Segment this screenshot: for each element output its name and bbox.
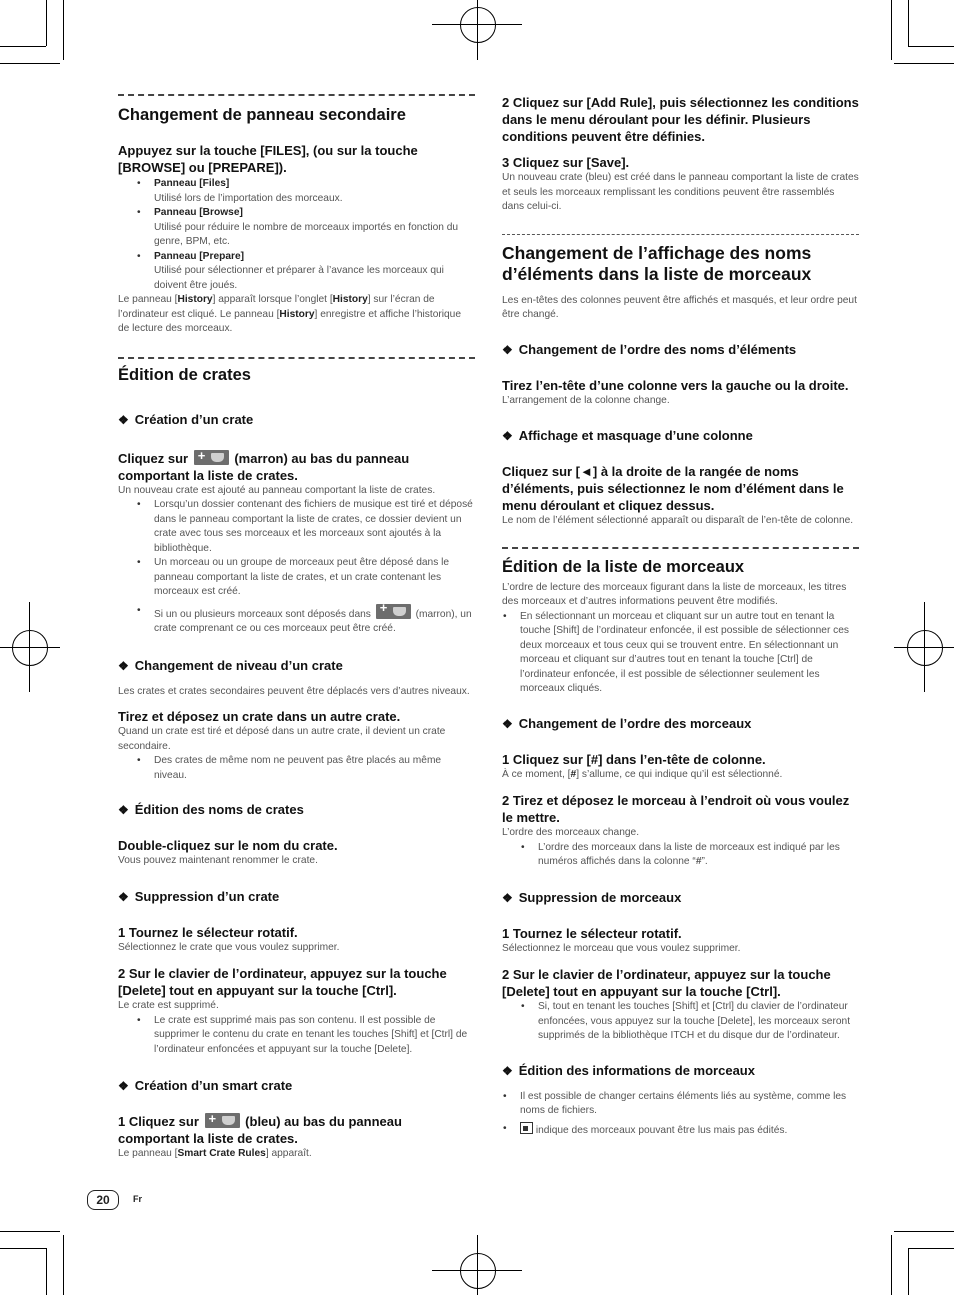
bullet-list	[502, 1000, 859, 1044]
subsection-title: ❖ Suppression d’un crate	[118, 888, 280, 904]
crop-mark	[908, 0, 909, 46]
history-note: Le panneau [History] apparaît lorsque l’onglet [History] sur l’écran de l’ordinateur est cliqué. Le panneau [History] enregistre et affiche l’historique de lecture des morceaux.	[118, 294, 462, 334]
body-text: Vous pouvez maintenant renommer le crate.	[118, 855, 318, 866]
body-text: Un nouveau crate est ajouté au panneau comportant la liste de crates.	[118, 484, 436, 496]
section-divider	[118, 357, 475, 359]
body-text: Le crate est supprimé.	[118, 1000, 219, 1011]
crop-mark	[894, 63, 954, 64]
list-item: • Un morceau ou un groupe de morceaux peut être déposé dans le panneau comportant la liste de crates, et un crate contenant les morceaux est créé.	[154, 556, 475, 600]
registration-mark	[12, 630, 48, 666]
lock-icon	[520, 1122, 533, 1134]
subsection-title: ❖ Affichage et masquage d’une colonne	[502, 428, 753, 443]
crop-mark	[891, 1235, 892, 1295]
crop-mark	[46, 1248, 47, 1295]
instruction: Appuyez sur la touche [FILES], (ou sur la touche [BROWSE] ou [PREPARE]).	[118, 143, 418, 175]
list-item: • Des crates de même nom ne peuvent pas être placés au même niveau.	[154, 754, 475, 783]
body-text: Le panneau [Smart Crate Rules] apparaît.	[118, 1148, 312, 1159]
step: 2 Tirez et déposez le morceau à l’endroit où vous voulez le mettre.	[502, 793, 850, 825]
crop-mark	[908, 1248, 954, 1249]
crop-mark	[908, 46, 954, 47]
list-item	[154, 206, 475, 250]
registration-mark	[460, 1253, 496, 1289]
body-text: L’arrangement de la colonne change.	[502, 394, 670, 406]
add-crate-icon	[376, 604, 411, 619]
item-desc: Utilisé pour sélectionner et préparer à l’avance les morceaux qui doivent être joués.	[154, 265, 444, 291]
subsection-title: ❖ Édition des informations de morceaux	[502, 1062, 755, 1078]
subsection-title: ❖ Création d’un smart crate	[118, 1078, 293, 1093]
step: 1 Cliquez sur + (bleu) au bas du panneau comportant la liste de crates.	[118, 1113, 475, 1147]
section-divider	[118, 94, 475, 96]
panel-list	[118, 177, 475, 293]
list-item: • Lorsqu’un dossier contenant des fichiers de musique est tiré et déposé dans le panneau comportant la liste de crates, ce dossier devient un crate avec tous ses morceaux et les morceaux sont ajoutés à la bibliothèque.	[154, 498, 475, 556]
subsection-title: ❖ Édition des noms de crates	[118, 802, 304, 817]
item-title: Panneau [Browse]	[154, 207, 243, 218]
bullet-list	[118, 498, 475, 637]
bullet-list	[502, 610, 859, 697]
body-text: L’ordre des morceaux change.	[502, 827, 640, 838]
registration-mark	[460, 7, 496, 43]
subsection-title: ❖ Changement de l’ordre des morceaux	[502, 715, 752, 731]
step: 1 Cliquez sur [#] dans l’en-tête de colonne.	[502, 751, 766, 767]
item-desc: Utilisé lors de l’importation des morceaux.	[154, 192, 343, 204]
list-item: • indique des morceaux pouvant être lus mais pas édités.	[520, 1122, 859, 1139]
section-title: Changement de panneau secondaire	[118, 106, 406, 124]
right-column	[502, 94, 859, 1138]
registration-mark	[907, 630, 943, 666]
list-item: • L’ordre des morceaux dans la liste de morceaux est indiqué par les numéros affichés dans la colonne “#”.	[538, 841, 859, 870]
add-crate-icon	[194, 450, 229, 465]
item-title: Panneau [Files]	[154, 178, 230, 189]
list-item: • Si, tout en tenant les touches [Shift] et [Ctrl] du clavier de l’ordinateur enfoncées, vous appuyez sur la touche [Delete], les morceaux seront supprimés de la bibliothèque ITCH et du disque dur de l’ordinateur.	[538, 1000, 859, 1044]
crop-mark	[0, 1231, 60, 1232]
crop-mark	[894, 1231, 954, 1232]
left-column	[118, 94, 475, 1162]
crop-mark	[0, 46, 46, 47]
subsection-title: ❖ Changement de niveau d’un crate	[118, 657, 343, 673]
instruction: Cliquez sur [◄] à la droite de la rangée de noms d’éléments, puis sélectionnez le nom d’élément dans le menu déroulant et cliquez dessus.	[502, 464, 844, 513]
section-divider	[502, 547, 859, 549]
section-title: Édition de crates	[118, 365, 251, 384]
section-divider	[502, 234, 859, 235]
step: 2 Sur le clavier de l’ordinateur, appuyez sur la touche [Delete] tout en appuyant sur la touche [Ctrl].	[118, 966, 447, 998]
crop-mark	[477, 1235, 478, 1295]
bullet-list	[502, 841, 859, 870]
body-text: Sélectionnez le crate que vous voulez supprimer.	[118, 941, 340, 953]
bullet-list	[502, 1090, 859, 1139]
crop-mark	[924, 602, 925, 692]
step: 1 Tournez le sélecteur rotatif.	[118, 924, 298, 940]
crop-mark	[0, 63, 60, 64]
page-number: 20	[87, 1190, 119, 1210]
crop-mark	[0, 647, 60, 648]
crop-mark	[63, 1235, 64, 1295]
instruction: Tirez et déposez un crate dans un autre crate.	[118, 709, 401, 724]
body-text: Quand un crate est tiré et déposé dans un autre crate, il devient un crate secondaire.	[118, 726, 446, 752]
body-text: À ce moment, [#] s’allume, ce qui indique qu’il est sélectionné.	[502, 768, 783, 780]
crop-mark	[63, 0, 64, 60]
instruction: Tirez l’en-tête d’une colonne vers la gauche ou la droite.	[502, 377, 849, 393]
subsection-title: ❖ Suppression de morceaux	[502, 889, 682, 905]
section-title: Édition de la liste de morceaux	[502, 557, 745, 576]
crop-mark	[477, 0, 478, 60]
crop-mark	[46, 0, 47, 46]
bullet-list	[118, 1014, 475, 1058]
body-text: Sélectionnez le morceau que vous voulez supprimer.	[502, 942, 741, 954]
body-text: L’ordre de lecture des morceaux figurant dans la liste de morceaux, les titres des morceaux et d’autres informations peuvent être modifiés.	[502, 581, 847, 607]
crop-mark	[0, 1248, 46, 1249]
body-text: Les crates et crates secondaires peuvent être déplacés vers d’autres niveaux.	[118, 685, 470, 697]
add-smart-crate-icon	[205, 1113, 240, 1128]
body-text: Le nom de l’élément sélectionné apparaît ou disparaît de l’en-tête de colonne.	[502, 515, 854, 526]
step: 2 Sur le clavier de l’ordinateur, appuyez sur la touche [Delete] tout en appuyant sur la touche [Ctrl].	[502, 967, 831, 999]
instruction: Double-cliquez sur le nom du crate.	[118, 838, 338, 853]
item-title: Panneau [Prepare]	[154, 250, 245, 262]
subsection-title: ❖ Création d’un crate	[118, 411, 254, 427]
body-text: Les en-têtes des colonnes peuvent être affichés et masqués, et leur ordre peut être changé.	[502, 294, 857, 320]
section-title: Changement de l’affichage des noms d’éléments dans la liste de morceaux	[502, 242, 812, 284]
instruction: Cliquez sur + (marron) au bas du panneau comportant la liste de crates.	[118, 450, 475, 484]
crop-mark	[908, 1248, 909, 1295]
list-item: • En sélectionnant un morceau et cliquant sur un autre tout en tenant la touche [Shift] de l’ordinateur enfoncée, il est possible de sélectionner ces deux morceaux et tous ceux qui se trouvent entre. En sélectionnant un morceau et cliquant sur d’autres tout en tenant la touche [Ctrl] de l’ordinateur enfoncée, il est possible de sélectionner seulement les morceaux cliqués.	[520, 610, 859, 697]
subsection-title: ❖ Changement de l’ordre des noms d’éléments	[502, 341, 797, 357]
step: 1 Tournez le sélecteur rotatif.	[502, 925, 682, 941]
bullet-list	[118, 754, 475, 783]
step: 3 Cliquez sur [Save].	[502, 155, 630, 170]
list-item: • Le crate est supprimé mais pas son contenu. Il est possible de supprimer le contenu du crate en tenant les touches [Shift] et [Ctrl] de l’ordinateur enfoncées et appuyant sur la touche [Delete].	[154, 1014, 475, 1058]
crop-mark	[891, 0, 892, 60]
list-item: • Il est possible de changer certains éléments liés au système, comme les noms de fichiers.	[520, 1090, 859, 1119]
item-desc: Utilisé pour réduire le nombre de morceaux importés en fonction du genre, BPM, etc.	[154, 221, 459, 247]
crop-mark	[29, 602, 30, 692]
list-item	[154, 177, 475, 206]
step: 2 Cliquez sur [Add Rule], puis sélectionnez les conditions dans le menu déroulant pour les définir. Plusieurs conditions peuvent être définies.	[502, 95, 859, 144]
language-code: Fr	[133, 1194, 142, 1204]
body-text: Un nouveau crate (bleu) est créé dans le panneau comportant la liste de crates et seuls les morceaux remplissant les conditions peuvent être rassemblés dans celui-ci.	[502, 172, 859, 212]
list-item: • Si un ou plusieurs morceaux sont déposés dans + (marron), un crate comprenant ce ou ces morceaux peut être créé.	[154, 604, 475, 637]
list-item	[154, 250, 475, 294]
